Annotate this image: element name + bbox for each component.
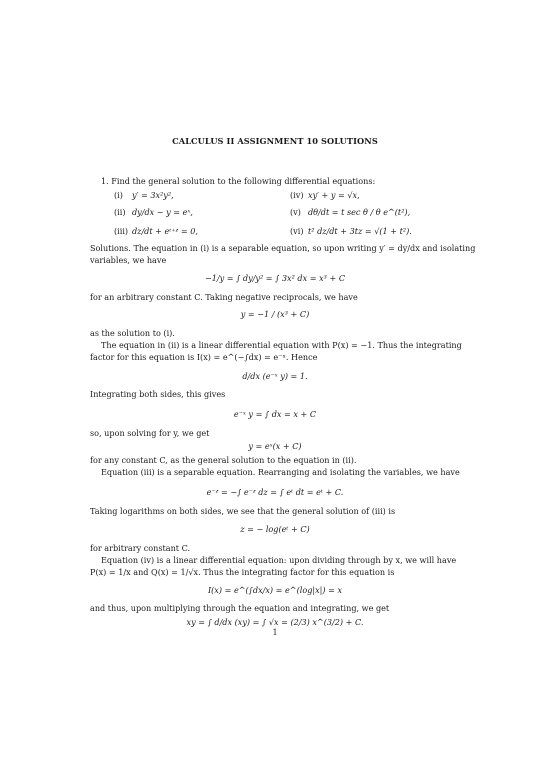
problem-intro: 1. Find the general solution to the following differential equations: — [101, 176, 376, 186]
paragraph-solving: so, upon solving for y, we get — [90, 428, 210, 438]
display-equation-2: y = −1 / (x³ + C) — [240, 309, 310, 319]
equation-v: (v) dθ/dt = t sec θ / θ e^(t²), — [290, 207, 411, 217]
paragraph-integrating: Integrating both sides, this gives — [90, 389, 226, 399]
equation-ii: (ii) dy/dx − y = eˣ, — [114, 207, 193, 217]
equation-vi: (vi) t² dz/dt + 3tz = √(1 + t²). — [290, 226, 412, 236]
paragraph-linear-iv: Equation (iv) is a linear differential equation: upon dividing through by x, we will have — [101, 555, 457, 565]
page-number: 1 — [272, 628, 278, 637]
paragraph-solutions-intro: Solutions. The equation in (i) is a separable equation, so upon writing y′ = dy/dx and isolating — [90, 243, 476, 253]
paragraph-constant: for an arbitrary constant C. Taking negative reciprocals, we have — [90, 292, 358, 302]
paragraph-separable-iii: Equation (iii) is a separable equation. Rearranging and isolating the variables, we have — [101, 467, 460, 477]
paragraph-arbitrary: for arbitrary constant C. — [90, 543, 191, 553]
paragraph-logarithms: Taking logarithms on both sides, we see that the general solution of (iii) is — [90, 506, 396, 516]
display-equation-4: e⁻ˣ y = ∫ dx = x + C — [233, 409, 317, 419]
paragraph-pq: P(x) = 1/x and Q(x) = 1/√x. Thus the integrating factor for this equation is — [90, 567, 395, 577]
equation-iii: (iii) dz/dt + eᵗ⁺ᶻ = 0, — [114, 226, 198, 236]
paragraph-solution-i: as the solution to (i). — [90, 328, 175, 338]
display-equation-3: d/dx (e⁻ˣ y) = 1. — [242, 371, 308, 381]
paragraph-variables: variables, we have — [90, 255, 167, 265]
page-title: CALCULUS II ASSIGNMENT 10 SOLUTIONS — [172, 136, 378, 146]
paragraph-multiplying: and thus, upon multiplying through the equation and integrating, we get — [90, 603, 390, 613]
display-equation-7: z = − log(eᵗ + C) — [240, 524, 310, 534]
display-equation-9: xy = ∫ d/dx (xy) = ∫ √x = (2/3) x^(3/2) + C. — [186, 617, 364, 627]
paragraph-linear-ii: The equation in (ii) is a linear differential equation with P(x) = −1. Thus the integrating — [101, 340, 462, 350]
display-equation-6: e⁻ᶻ = −∫ e⁻ᶻ dz = ∫ eᵗ dt = eᵗ + C. — [206, 487, 344, 497]
equation-i: (i) y′ = 3x²y², — [114, 190, 174, 200]
display-equation-8: I(x) = e^(∫dx/x) = e^(log|x|) = x — [207, 585, 343, 595]
display-equation-1: −1/y = ∫ dy/y² = ∫ 3x² dx = x³ + C — [204, 273, 346, 283]
equation-iv: (iv) xy′ + y = √x, — [290, 190, 360, 200]
display-equation-5: y = eˣ(x + C) — [248, 441, 302, 451]
paragraph-integrating-factor: factor for this equation is I(x) = e^(−∫dx) = e⁻ˣ. Hence — [90, 352, 318, 362]
paragraph-general-ii: for any constant C, as the general solution to the equation in (ii). — [90, 455, 357, 465]
